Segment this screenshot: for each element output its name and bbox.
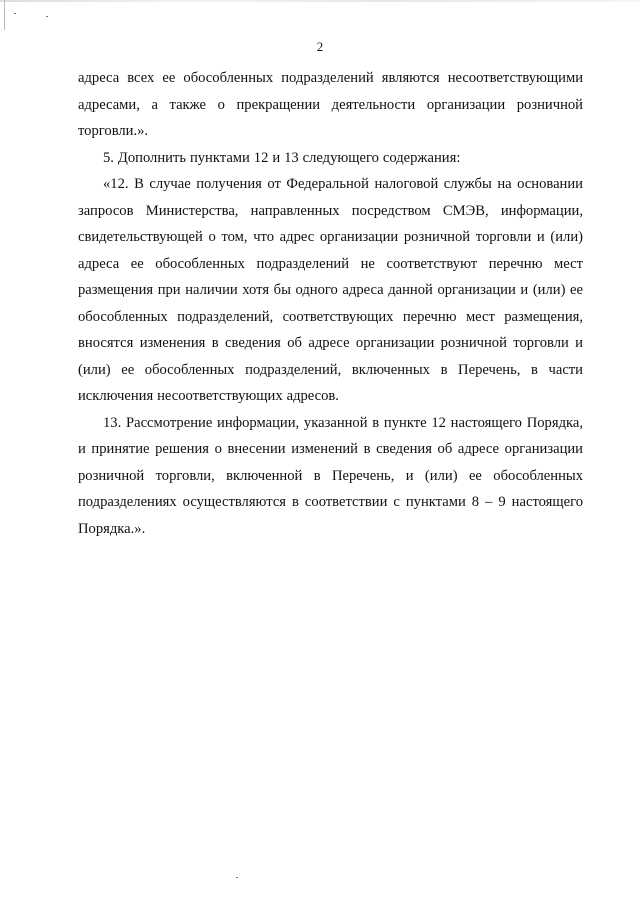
document-body <box>78 65 583 542</box>
scan-speck <box>14 13 16 14</box>
paragraph-item-5: 5. Дополнить пунктами 12 и 13 следующего содержания: <box>103 149 461 166</box>
page-number: 2 <box>316 39 324 54</box>
paragraph-item-13: 13. Рассмотрение информации, указанной в пункте 12 настоящего Порядка, и принятие решения о внесении изменений в сведения об адресе организации розничной торговли, включенной в Перечень, и (или) ее обособленных подразделениях осуществляются в соответствии с пунктами 8 – 9 настоящего Порядка.». <box>78 414 583 537</box>
scan-margin-line <box>4 0 5 30</box>
scan-speck <box>46 16 48 17</box>
paragraph-continuation: адреса всех ее обособленных подразделений являются несоответствующими адресами, а также о прекращении деятельности организации розничной торговли.». <box>78 70 583 139</box>
scan-top-edge <box>0 0 640 2</box>
scan-speck <box>236 877 238 878</box>
paragraph-item-12: «12. В случае получения от Федеральной налоговой службы на основании запросов Министерства, направленных посредством СМЭВ, информации, свидетельствующей о том, что адрес организации розничной торговли и (или) адреса ее обособленных подразделений не соответствуют перечню мест размещения при наличии хотя бы одного адреса данной организации и (или) ее обособленных подразделений, соответствующих перечню мест размещения, вносятся изменения в сведения об адресе организации розничной торговли и (или) ее обособленных подразделений, включенных в Перечень, в части исключения несоответствующих адресов. <box>78 176 583 404</box>
